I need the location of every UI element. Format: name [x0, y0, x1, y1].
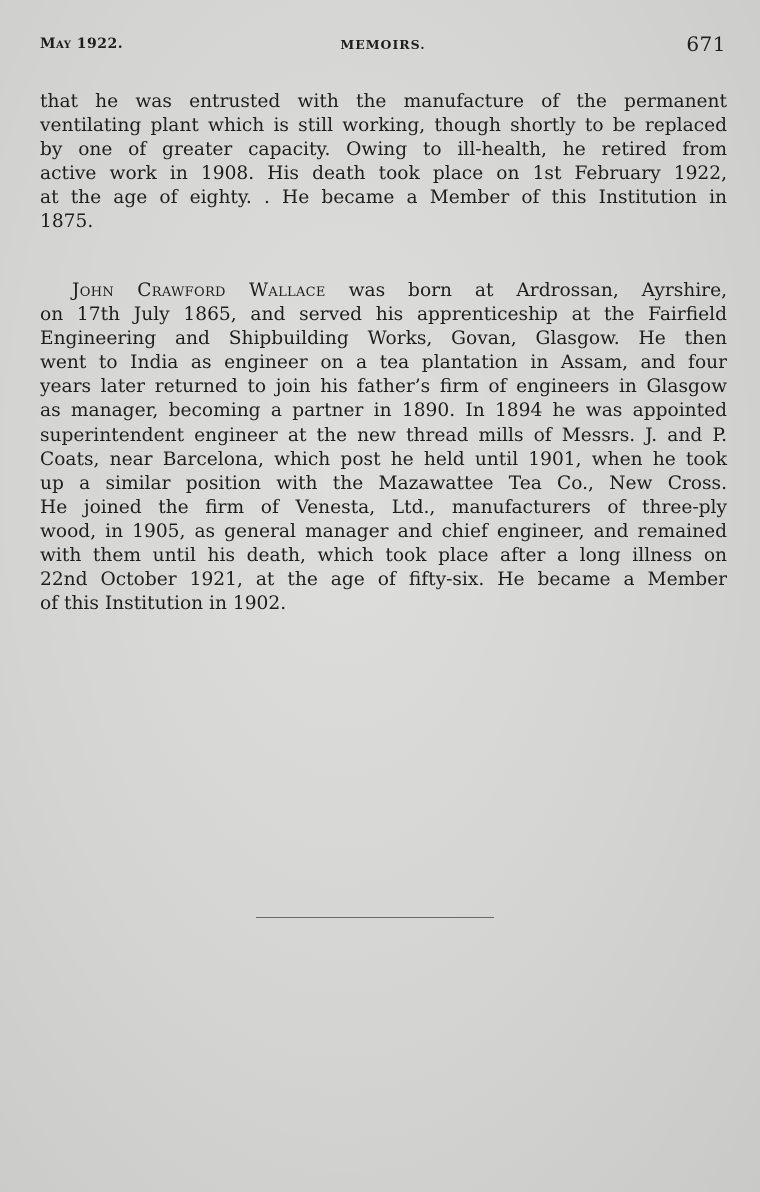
text-line: 1875. [40, 211, 94, 233]
running-head [40, 32, 726, 62]
text-line: by one of greater capacity. Owing to ill-health, he retired from [40, 139, 727, 161]
text-line: superintendent engineer at the new thread mills of Messrs. J. and P. [40, 424, 727, 446]
text-line: Engineering and Shipbuilding Works, Govan, Glasgow. He then [40, 328, 727, 350]
text-line: Coats, near Barcelona, which post he held until 1901, when he took [40, 448, 727, 470]
text-line: of this Institution in 1902. [40, 593, 287, 615]
memoir-first-line [40, 279, 727, 303]
text-line: wood, in 1905, as general manager and chief engineer, and remained [40, 520, 727, 542]
header-date: May 1922. [40, 36, 124, 52]
text-line: at the age of eighty. . He became a Member of this Institution in [40, 187, 727, 209]
text-line: up a similar position with the Mazawattee Tea Co., New Cross. [40, 472, 727, 494]
memoir-subject-name: John Crawford Wallace [72, 280, 326, 301]
header-section-title: MEMOIRS. [340, 37, 426, 52]
text-line: active work in 1908. His death took place on 1st February 1922, [40, 163, 727, 185]
text-line: went to India as engineer on a tea plantation in Assam, and four [40, 352, 727, 374]
memoir-paragraph-continued [40, 90, 727, 235]
text-fragment: was born at Ardrossan, Ayrshire, [325, 280, 727, 301]
section-divider-rule [256, 917, 494, 918]
text-line: years later returned to join his father’s firm of engineers in Glasgow [40, 376, 727, 398]
text-line: He joined the firm of Venesta, Ltd., manufacturers of three-ply [40, 496, 727, 518]
text-line: as manager, becoming a partner in 1890. In 1894 he was appointed [40, 400, 727, 422]
text-line: ventilating plant which is still working, though shortly to be replaced [40, 115, 727, 137]
text-line: that he was entrusted with the manufacture of the permanent [40, 91, 727, 112]
text-line: 22nd October 1921, at the age of fifty-six. He became a Member [40, 569, 727, 591]
text-line: with them until his death, which took place after a long illness on [40, 545, 727, 567]
text-line: on 17th July 1865, and served his apprenticeship at the Fairfield [40, 304, 727, 326]
memoir-wallace [40, 279, 727, 616]
page-number: 671 [686, 32, 726, 56]
